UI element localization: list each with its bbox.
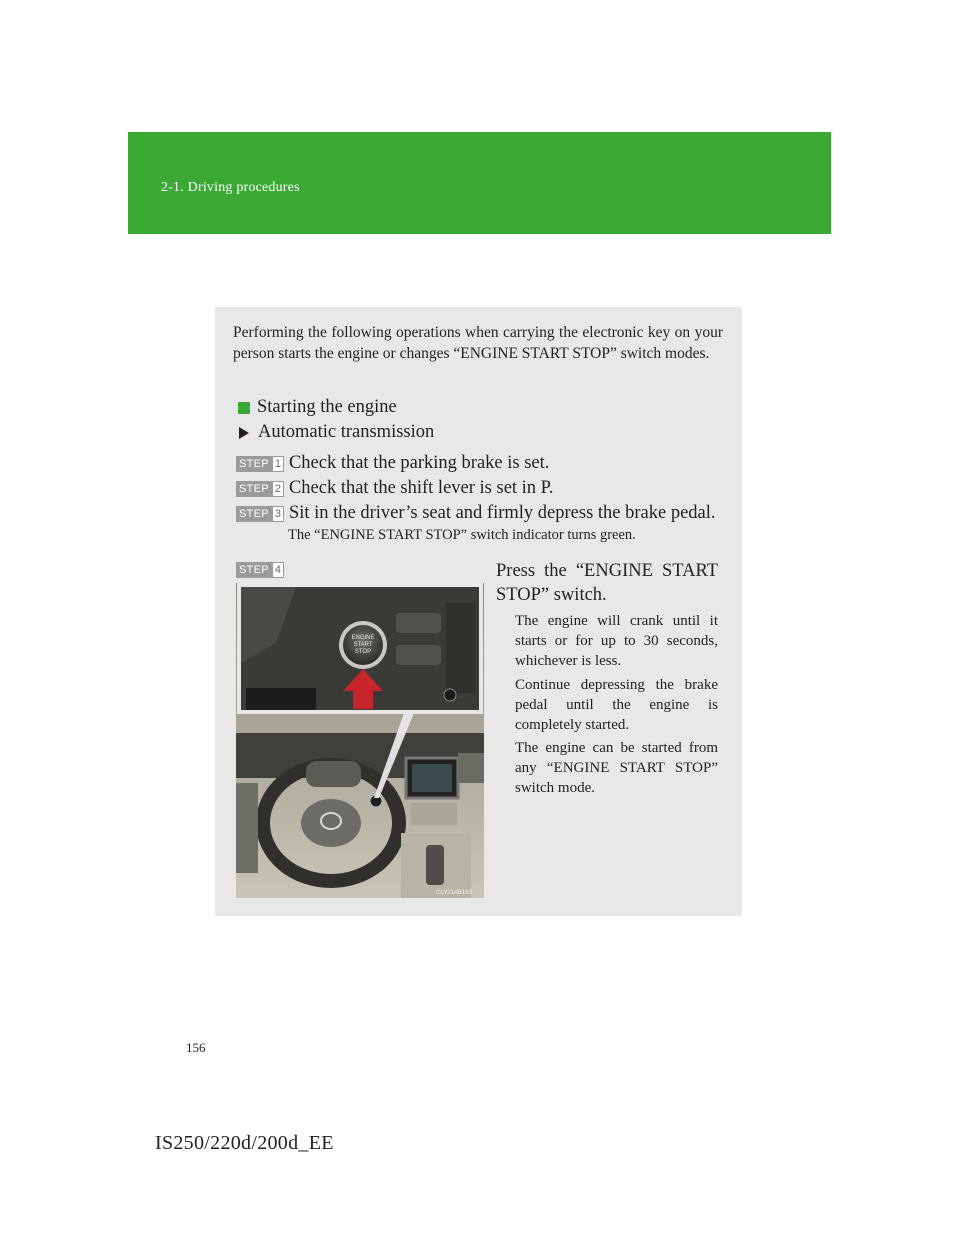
step-4-note-2: Continue depressing the brake pedal until the engine is completely started. bbox=[515, 677, 718, 733]
heading-row bbox=[236, 397, 397, 418]
step-1 bbox=[236, 453, 549, 474]
step-badge bbox=[236, 481, 284, 497]
step-badge-number: 1 bbox=[272, 456, 284, 472]
subheading-automatic-transmission: Automatic transmission bbox=[258, 422, 435, 442]
page-number: 156 bbox=[186, 1040, 206, 1055]
step-badge-number: 4 bbox=[272, 562, 284, 578]
button-label-line1: ENGINE bbox=[351, 635, 375, 641]
section-title: 2-1. Driving procedures bbox=[161, 180, 300, 195]
step-3 bbox=[236, 503, 716, 524]
step-4-note-1: The engine will crank until it starts or for up to 30 seconds, whichever is less. bbox=[515, 613, 718, 669]
step-badge bbox=[236, 456, 284, 472]
content-panel bbox=[215, 307, 742, 916]
subheading-row bbox=[236, 422, 434, 443]
step-3-note: The “ENGINE START STOP” switch indicator turns green. bbox=[288, 527, 636, 543]
step-4 bbox=[236, 562, 289, 578]
heading-starting-engine: Starting the engine bbox=[257, 397, 397, 417]
step-badge bbox=[236, 562, 284, 578]
section-header-bar bbox=[128, 132, 831, 234]
figure-code: CLY21AB193 bbox=[436, 890, 472, 896]
green-square-bullet-icon bbox=[238, 402, 250, 414]
step-4-note-3: The engine can be started from any “ENGINE START STOP” switch mode. bbox=[515, 740, 718, 796]
step-3-text: Sit in the driver’s seat and firmly depress the brake pedal. bbox=[288, 503, 716, 523]
step-2-text: Check that the shift lever is set in P. bbox=[288, 478, 554, 498]
intro-paragraph: Performing the following operations when carrying the electronic key on your person starts the engine or changes “ENGINE START STOP” switch modes. bbox=[233, 324, 723, 362]
step-badge-word: STEP bbox=[236, 456, 272, 472]
model-code: IS250/220d/200d_EE bbox=[155, 1132, 334, 1154]
button-label-line3: STOP bbox=[354, 649, 372, 655]
step-2 bbox=[236, 478, 554, 499]
step-badge-word: STEP bbox=[236, 506, 272, 522]
step-1-text: Check that the parking brake is set. bbox=[288, 453, 550, 473]
step-badge bbox=[236, 506, 284, 522]
step-badge-word: STEP bbox=[236, 481, 272, 497]
dashboard-illustration bbox=[236, 583, 484, 898]
step-badge-number: 2 bbox=[272, 481, 284, 497]
step-badge-word: STEP bbox=[236, 562, 272, 578]
step-4-text: Press the “ENGINE START STOP” switch. bbox=[496, 561, 718, 605]
dashboard-illustration-svg bbox=[236, 583, 484, 898]
triangle-bullet-icon bbox=[239, 427, 249, 439]
step-badge-number: 3 bbox=[272, 506, 284, 522]
button-label-line2: START bbox=[353, 642, 373, 648]
